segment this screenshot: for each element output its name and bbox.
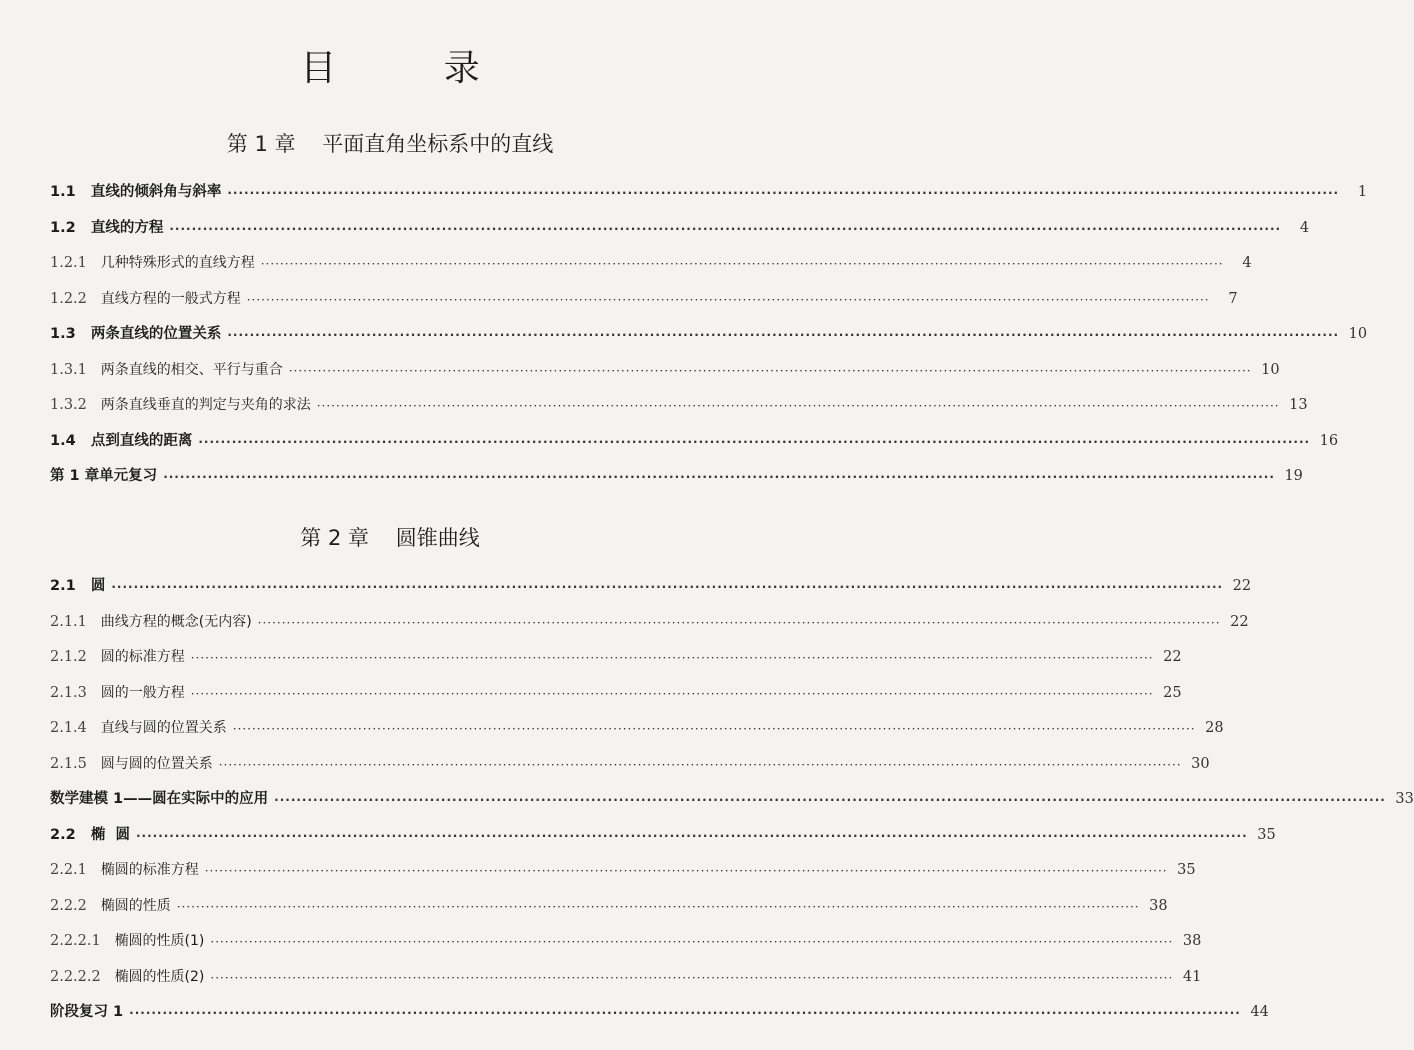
toc-entry-label: 直线与圆的位置关系 — [100, 720, 227, 736]
toc-entry-page-number: 1 — [1357, 184, 1368, 200]
toc-entry-page-number: 13 — [1289, 397, 1308, 413]
toc-entry[interactable] — [50, 785, 1414, 809]
toc-leader-dots: ········································································································································································································ — [176, 899, 1140, 914]
toc-leader-dots: ········································································································································································································ — [198, 434, 1311, 449]
toc-leader-dots: ········································································································································································································ — [288, 363, 1252, 378]
toc-entry-number: 1.3 — [50, 326, 91, 342]
toc-entry-number: 2.2.1 — [50, 862, 101, 878]
toc-entry-label: 直线的方程 — [90, 219, 164, 236]
toc-entry-number: 2.1.4 — [50, 720, 101, 736]
toc-entry-page-number: 28 — [1205, 720, 1224, 736]
toc-entry[interactable] — [50, 750, 1210, 774]
toc-entry-number: 2.2.2 — [50, 897, 101, 914]
toc-entry-number: 2.2.2.2 — [50, 968, 115, 985]
toc-entry[interactable] — [50, 714, 1224, 738]
toc-entry-label: 圆 — [90, 578, 106, 594]
toc-leader-dots: ········································································································································································································ — [227, 186, 1340, 200]
toc-entry-label: 椭圆的性质 — [100, 897, 171, 914]
toc-entry-label: 数学建模 1——圆在实际中的应用 — [50, 791, 269, 807]
toc-entry[interactable] — [50, 572, 1252, 596]
toc-leader-dots: ········································································································································································································ — [260, 257, 1224, 271]
toc-entry[interactable] — [50, 679, 1182, 703]
toc-entry-number: 1.2.2 — [50, 290, 101, 307]
toc-entry-label: 椭圆的性质(2) — [114, 968, 205, 985]
toc-leader-dots: ········································································································································································································ — [227, 328, 1340, 342]
toc-entry[interactable] — [50, 643, 1182, 667]
toc-leader-dots: ········································································································································································································ — [135, 828, 1248, 843]
toc-entry-label: 圆的一般方程 — [100, 684, 185, 701]
toc-entry[interactable] — [50, 963, 1202, 987]
toc-leader-dots: ········································································································································································································ — [210, 935, 1174, 949]
toc-entry-label: 几种特殊形式的直线方程 — [100, 255, 255, 271]
toc-entry[interactable] — [50, 427, 1339, 451]
toc-entry[interactable] — [50, 856, 1196, 880]
toc-entry-page-number: 35 — [1257, 826, 1276, 843]
toc-entry[interactable] — [50, 214, 1310, 238]
toc-entry-page-number: 10 — [1348, 326, 1368, 342]
toc-entry-page-number: 44 — [1250, 1004, 1269, 1020]
toc-entry-page-number: 4 — [1242, 255, 1252, 271]
toc-leader-dots: ········································································································································································································ — [210, 970, 1174, 985]
toc-leader-dots: ········································································································································································································ — [257, 615, 1221, 630]
toc-leader-dots: ········································································································································································································ — [274, 793, 1386, 807]
toc-entry-number: 2.1.2 — [50, 649, 101, 665]
toc-entry-label: 第 1 章单元复习 — [50, 468, 158, 484]
toc-entry[interactable] — [50, 356, 1280, 380]
toc-entry-page-number: 22 — [1163, 649, 1182, 665]
toc-leader-dots: ········································································································································································································ — [232, 722, 1196, 736]
toc-entry-number: 2.1.5 — [50, 755, 101, 772]
toc-entry-page-number: 22 — [1232, 578, 1252, 594]
toc-entry-label: 两条直线垂直的判定与夹角的求法 — [100, 397, 311, 413]
toc-entry-page-number: 35 — [1177, 862, 1196, 878]
toc-leader-dots: ········································································································································································································ — [316, 399, 1280, 413]
toc-entry-label: 直线方程的一般式方程 — [100, 290, 241, 307]
toc-entry[interactable] — [50, 821, 1276, 845]
toc-leader-dots: ········································································································································································································ — [246, 292, 1210, 307]
toc-entry-label: 阶段复习 1 — [50, 1004, 124, 1020]
toc-entry-label: 两条直线的相交、平行与重合 — [100, 361, 283, 378]
toc-entry[interactable] — [50, 462, 1303, 486]
chapter-2-heading: 第 2 章 圆锥曲线 — [300, 526, 480, 550]
toc-entry[interactable] — [50, 320, 1368, 344]
toc-entry-number: 2.1 — [50, 578, 91, 594]
toc-entry-page-number: 10 — [1261, 361, 1280, 378]
toc-leader-dots: ········································································································································································································ — [129, 1006, 1241, 1020]
toc-entry-page-number: 30 — [1191, 755, 1210, 772]
toc-entry-label: 圆与圆的位置关系 — [100, 755, 213, 772]
toc-entry[interactable] — [50, 178, 1368, 202]
toc-entry-page-number: 33 — [1395, 791, 1414, 807]
toc-entry-page-number: 38 — [1149, 897, 1168, 914]
toc-entry-number: 2.2 — [50, 826, 91, 843]
toc-entry-label: 椭 圆 — [90, 826, 130, 843]
toc-leader-dots: ········································································································································································································ — [204, 864, 1168, 878]
toc-entry-number: 2.1.1 — [50, 613, 101, 630]
toc-leader-dots: ········································································································································································································ — [190, 686, 1154, 701]
toc-leader-dots: ········································································································································································································ — [218, 757, 1182, 772]
toc-entry-page-number: 22 — [1230, 613, 1249, 630]
toc-entry-number: 1.1 — [50, 184, 91, 200]
toc-entry[interactable] — [50, 927, 1202, 951]
toc-entry-number: 1.2 — [50, 219, 91, 236]
toc-entry-page-number: 4 — [1299, 219, 1310, 236]
toc-entry[interactable] — [50, 249, 1252, 273]
toc-leader-dots: ········································································································································································································ — [163, 470, 1275, 484]
toc-entry-page-number: 38 — [1182, 933, 1202, 949]
toc-entry-number: 1.3.1 — [50, 361, 101, 378]
toc-entry[interactable] — [50, 892, 1168, 916]
toc-leader-dots: ········································································································································································································ — [111, 580, 1224, 594]
toc-entry-label: 椭圆的标准方程 — [100, 862, 199, 878]
toc-entry[interactable] — [50, 998, 1269, 1022]
toc-entry[interactable] — [50, 285, 1238, 309]
page-title: 目 录 — [300, 48, 528, 89]
toc-entry-page-number: 16 — [1319, 432, 1339, 449]
toc-entry-number: 1.2.1 — [50, 255, 101, 271]
toc-entry-page-number: 7 — [1228, 290, 1238, 307]
toc-leader-dots: ········································································································································································································ — [190, 651, 1154, 665]
toc-entry-number: 1.4 — [50, 432, 91, 449]
toc-entry-label: 直线的倾斜角与斜率 — [90, 184, 222, 200]
toc-entry-page-number: 41 — [1182, 968, 1202, 985]
toc-entry-label: 点到直线的距离 — [90, 432, 193, 449]
toc-entry-page-number: 19 — [1284, 468, 1303, 484]
toc-entry-page-number: 25 — [1163, 684, 1182, 701]
toc-entry-label: 曲线方程的概念(无内容) — [100, 613, 252, 630]
toc-entry-number: 2.1.3 — [50, 684, 101, 701]
chapter-1-heading: 第 1 章 平面直角坐标系中的直线 — [226, 132, 554, 156]
toc-entry-number: 2.2.2.1 — [50, 933, 115, 949]
toc-entry[interactable] — [50, 608, 1249, 632]
toc-entry-label: 两条直线的位置关系 — [90, 326, 222, 342]
toc-entry-number: 1.3.2 — [50, 397, 101, 413]
toc-entry-label: 椭圆的性质(1) — [114, 933, 205, 949]
toc-entry[interactable] — [50, 391, 1308, 415]
toc-entry-label: 圆的标准方程 — [100, 649, 185, 665]
toc-leader-dots: ········································································································································································································ — [169, 221, 1282, 236]
